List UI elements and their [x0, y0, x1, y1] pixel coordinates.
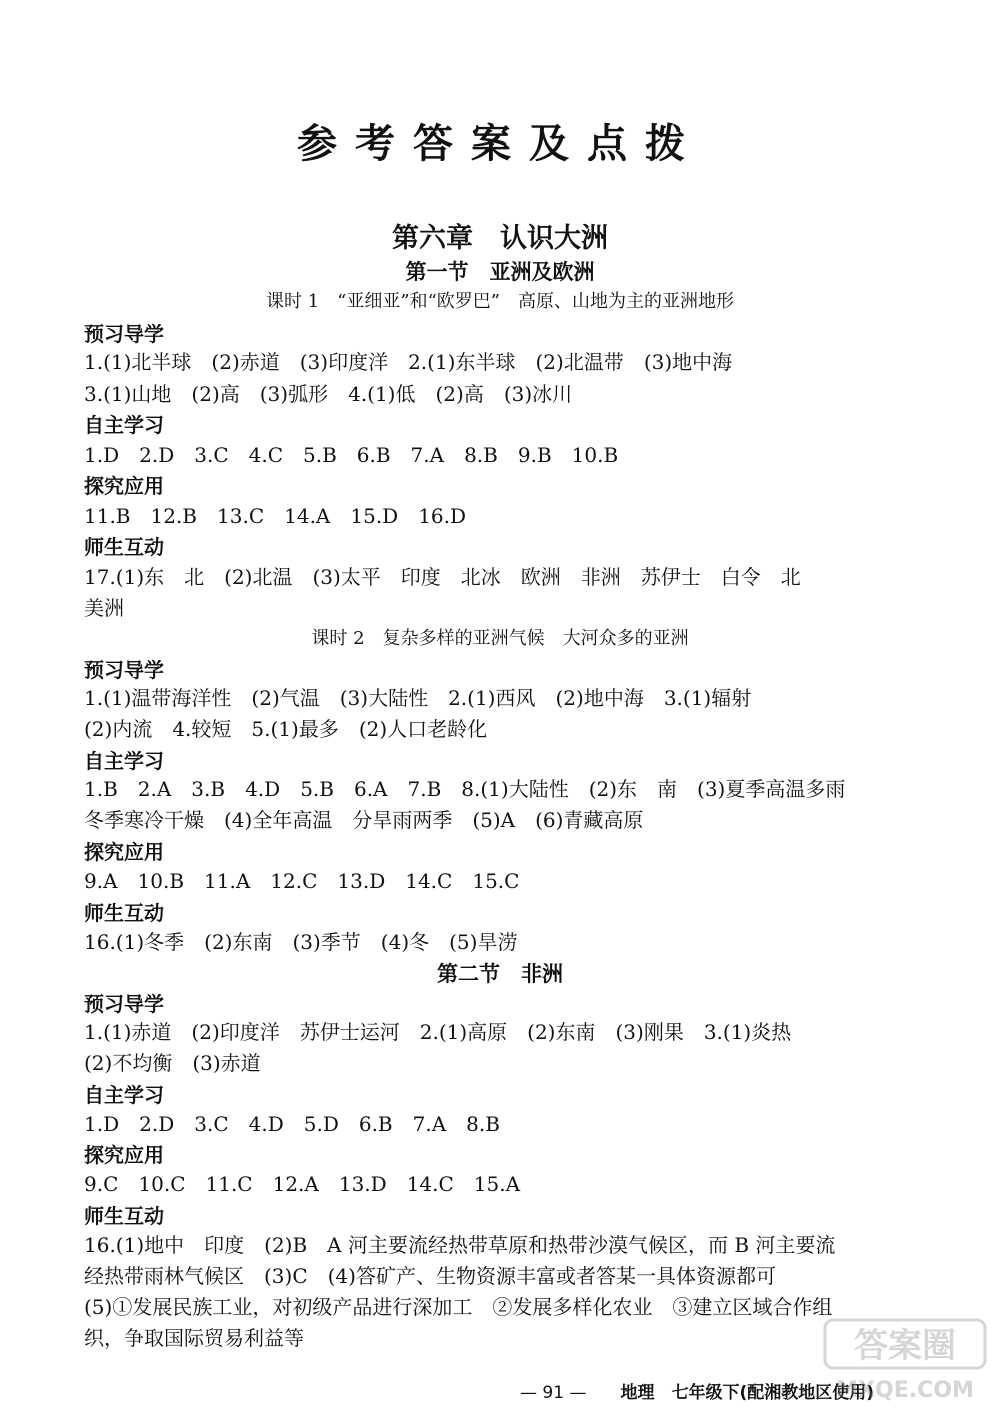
section-heading-1: 第一节 亚洲及欧洲	[405, 260, 595, 284]
watermark-logo	[820, 1315, 990, 1405]
block-heading: 预习导学	[84, 322, 164, 346]
block-heading: 预习导学	[84, 658, 164, 682]
chapter-heading: 第六章 认识大洲	[392, 223, 608, 254]
answer-line: 1.(1)温带海洋性 (2)气温 (3)大陆性 2.(1)西风 (2)地中海 3.(1)辐射	[84, 686, 752, 710]
answer-line: (5)①发展民族工业，对初级产品进行深加工 ②发展多样化农业 ③建立区域合作组	[84, 1295, 833, 1319]
answer-line: 冬季寒冷干燥 (4)全年高温 分旱雨两季 (5)A (6)青藏高原	[84, 808, 644, 832]
answer-line: 1.(1)赤道 (2)印度洋 苏伊士运河 2.(1)高原 (2)东南 (3)刚果 3.(1)炎热	[84, 1020, 792, 1044]
block-heading: 师生互动	[84, 901, 164, 925]
block-heading: 预习导学	[84, 992, 164, 1016]
lesson-heading-1: 课时 1 “亚细亚”和“欧罗巴” 高原、山地为主的亚洲地形	[266, 291, 734, 312]
answer-line: (2)内流 4.较短 5.(1)最多 (2)人口老龄化	[84, 717, 488, 741]
watermark-text: 答案圈	[854, 1326, 956, 1366]
answer-line: 经热带雨林气候区 (3)C (4)答矿产、生物资源丰富或者答某一具体资源都可	[84, 1264, 776, 1288]
answer-line: 9.C 10.C 11.C 12.A 13.D 14.C 15.A	[84, 1172, 521, 1196]
answer-line: 3.(1)山地 (2)高 (3)弧形 4.(1)低 (2)高 (3)冰川	[84, 382, 573, 406]
answer-line: (2)不均衡 (3)赤道	[84, 1051, 261, 1075]
block-heading: 师生互动	[84, 1204, 164, 1228]
answer-line: 1.D 2.D 3.C 4.D 5.D 6.B 7.A 8.B	[84, 1112, 500, 1136]
answer-line: 美洲	[84, 596, 124, 620]
answer-line: 1.D 2.D 3.C 4.C 5.B 6.B 7.A 8.B 9.B 10.B	[84, 443, 619, 467]
block-heading: 自主学习	[84, 1083, 164, 1107]
answer-line: 11.B 12.B 13.C 14.A 15.D 16.D	[84, 504, 467, 528]
answer-line: 1.B 2.A 3.B 4.D 5.B 6.A 7.B 8.(1)大陆性 (2)东 南 (3)夏季高温多雨	[84, 777, 846, 801]
answer-line: 1.(1)北半球 (2)赤道 (3)印度洋 2.(1)东半球 (2)北温带 (3)地中海	[84, 350, 733, 374]
block-heading: 探究应用	[84, 474, 164, 498]
book-subject: 地理 七年级下(配湘教地区使用)	[620, 1383, 874, 1403]
answer-line: 17.(1)东 北 (2)北温 (3)太平 印度 北冰 欧洲 非洲 苏伊士 白令 北	[84, 565, 801, 589]
block-heading: 探究应用	[84, 1143, 164, 1167]
section-heading-2: 第二节 非洲	[437, 962, 563, 986]
block-heading: 自主学习	[84, 749, 164, 773]
answer-line: 16.(1)冬季 (2)东南 (3)季节 (4)冬 (5)旱涝	[84, 930, 518, 954]
page-number: — 91 —	[520, 1383, 587, 1403]
watermark-domain: MXQE.COM	[836, 1378, 974, 1403]
lesson-heading-2: 课时 2 复杂多样的亚洲气候 大河众多的亚洲	[311, 628, 689, 649]
block-heading: 探究应用	[84, 840, 164, 864]
block-heading: 自主学习	[84, 413, 164, 437]
page-title: 参考答案及点拨	[297, 121, 703, 167]
block-heading: 师生互动	[84, 535, 164, 559]
answer-line: 9.A 10.B 11.A 12.C 13.D 14.C 15.C	[84, 869, 520, 893]
answer-line: 织，争取国际贸易利益等	[84, 1326, 304, 1350]
answer-line: 16.(1)地中 印度 (2)B A 河主要流经热带草原和热带沙漠气候区，而 B 河主要流	[84, 1233, 836, 1257]
